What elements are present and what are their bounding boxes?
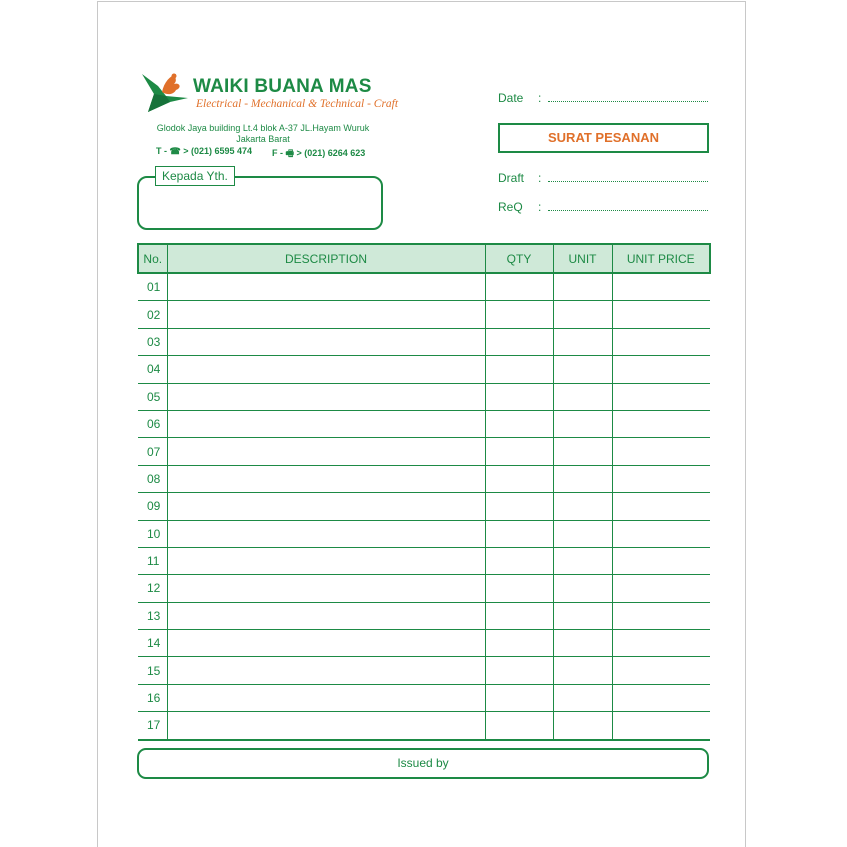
company-name: WAIKI BUANA MAS <box>193 76 372 97</box>
description-cell[interactable] <box>167 383 485 410</box>
table-row <box>138 547 710 574</box>
unit-price-cell[interactable] <box>612 547 710 574</box>
qty-cell[interactable] <box>485 356 553 383</box>
description-cell[interactable] <box>167 684 485 711</box>
qty-cell[interactable] <box>485 630 553 657</box>
row-number: 05 <box>138 383 167 410</box>
unit-price-cell[interactable] <box>612 410 710 437</box>
unit-cell[interactable] <box>553 657 612 684</box>
unit-cell[interactable] <box>553 630 612 657</box>
unit-price-cell[interactable] <box>612 493 710 520</box>
qty-cell[interactable] <box>485 602 553 629</box>
qty-cell[interactable] <box>485 438 553 465</box>
row-number: 08 <box>138 465 167 492</box>
row-number: 10 <box>138 520 167 547</box>
issued-by-box[interactable]: Issued by <box>137 748 709 779</box>
table-row <box>138 630 710 657</box>
row-number: 01 <box>138 273 167 301</box>
table-row <box>138 493 710 520</box>
description-cell[interactable] <box>167 602 485 629</box>
draft-colon: : <box>538 171 542 185</box>
unit-cell[interactable] <box>553 575 612 602</box>
req-label: ReQ <box>498 200 523 214</box>
qty-cell[interactable] <box>485 657 553 684</box>
header-no: No. <box>138 244 167 273</box>
table-row <box>138 410 710 437</box>
row-number: 04 <box>138 356 167 383</box>
unit-price-cell[interactable] <box>612 438 710 465</box>
qty-cell[interactable] <box>485 410 553 437</box>
unit-cell[interactable] <box>553 383 612 410</box>
req-field[interactable] <box>498 200 542 214</box>
unit-price-cell[interactable] <box>612 301 710 328</box>
date-dotted-line <box>548 101 708 102</box>
table-row <box>138 575 710 602</box>
row-number: 07 <box>138 438 167 465</box>
description-cell[interactable] <box>167 575 485 602</box>
description-cell[interactable] <box>167 410 485 437</box>
unit-cell[interactable] <box>553 465 612 492</box>
items-table <box>137 243 711 741</box>
row-number: 09 <box>138 493 167 520</box>
date-field[interactable] <box>498 91 542 105</box>
unit-price-cell[interactable] <box>612 684 710 711</box>
qty-cell[interactable] <box>485 520 553 547</box>
unit-cell[interactable] <box>553 356 612 383</box>
unit-price-cell[interactable] <box>612 602 710 629</box>
unit-price-cell[interactable] <box>612 520 710 547</box>
row-number: 11 <box>138 547 167 574</box>
draft-label: Draft <box>498 171 525 185</box>
description-cell[interactable] <box>167 273 485 301</box>
qty-cell[interactable] <box>485 684 553 711</box>
unit-price-cell[interactable] <box>612 465 710 492</box>
draft-field[interactable] <box>498 171 542 185</box>
table-header-row <box>138 244 710 273</box>
company-phone: T - ☎ > (021) 6595 474 <box>156 146 253 156</box>
table-row <box>138 602 710 629</box>
description-cell[interactable] <box>167 520 485 547</box>
description-cell[interactable] <box>167 328 485 355</box>
qty-cell[interactable] <box>485 493 553 520</box>
unit-cell[interactable] <box>553 547 612 574</box>
table-row <box>138 520 710 547</box>
unit-price-cell[interactable] <box>612 712 710 740</box>
row-number: 16 <box>138 684 167 711</box>
description-cell[interactable] <box>167 657 485 684</box>
header-description: DESCRIPTION <box>167 244 485 273</box>
unit-price-cell[interactable] <box>612 383 710 410</box>
table-row <box>138 684 710 711</box>
description-cell[interactable] <box>167 493 485 520</box>
unit-price-cell[interactable] <box>612 273 710 301</box>
unit-price-cell[interactable] <box>612 356 710 383</box>
row-number: 03 <box>138 328 167 355</box>
row-number: 02 <box>138 301 167 328</box>
header-unit-price: UNIT PRICE <box>612 244 710 273</box>
header-qty: QTY <box>485 244 553 273</box>
company-address-line1: Glodok Jaya building Lt.4 blok A-37 JL.Hayam Wuruk <box>156 123 370 133</box>
table-row <box>138 301 710 328</box>
company-fax: F - 🖷 > (021) 6264 623 <box>272 148 366 158</box>
table-row <box>138 328 710 355</box>
row-number: 14 <box>138 630 167 657</box>
qty-cell[interactable] <box>485 465 553 492</box>
description-cell[interactable] <box>167 301 485 328</box>
table-row <box>138 438 710 465</box>
unit-cell[interactable] <box>553 328 612 355</box>
table-row <box>138 383 710 410</box>
table-row <box>138 356 710 383</box>
unit-price-cell[interactable] <box>612 630 710 657</box>
table-row <box>138 657 710 684</box>
row-number: 12 <box>138 575 167 602</box>
description-cell[interactable] <box>167 465 485 492</box>
date-colon: : <box>538 91 542 105</box>
form-title: SURAT PESANAN <box>498 123 709 153</box>
qty-cell[interactable] <box>485 712 553 740</box>
unit-cell[interactable] <box>553 301 612 328</box>
description-cell[interactable] <box>167 547 485 574</box>
unit-price-cell[interactable] <box>612 575 710 602</box>
req-dotted-line <box>548 210 708 211</box>
recipient-label: Kepada Yth. <box>155 166 235 186</box>
unit-cell[interactable] <box>553 438 612 465</box>
description-cell[interactable] <box>167 712 485 740</box>
unit-cell[interactable] <box>553 273 612 301</box>
unit-cell[interactable] <box>553 410 612 437</box>
company-tagline: Electrical - Mechanical & Technical - Craft <box>196 98 399 110</box>
company-address-line2: Jakarta Barat <box>236 134 290 144</box>
unit-price-cell[interactable] <box>612 328 710 355</box>
unit-cell[interactable] <box>553 520 612 547</box>
qty-cell[interactable] <box>485 328 553 355</box>
date-label: Date <box>498 91 524 105</box>
row-number: 06 <box>138 410 167 437</box>
header-unit: UNIT <box>553 244 612 273</box>
qty-cell[interactable] <box>485 301 553 328</box>
description-cell[interactable] <box>167 356 485 383</box>
description-cell[interactable] <box>167 630 485 657</box>
description-cell[interactable] <box>167 438 485 465</box>
row-number: 13 <box>138 602 167 629</box>
unit-cell[interactable] <box>553 684 612 711</box>
unit-price-cell[interactable] <box>612 657 710 684</box>
qty-cell[interactable] <box>485 547 553 574</box>
draft-dotted-line <box>548 181 708 182</box>
req-colon: : <box>538 200 542 214</box>
qty-cell[interactable] <box>485 575 553 602</box>
table-row <box>138 465 710 492</box>
unit-cell[interactable] <box>553 493 612 520</box>
table-row <box>138 273 710 301</box>
table-row <box>138 712 710 740</box>
unit-cell[interactable] <box>553 602 612 629</box>
qty-cell[interactable] <box>485 383 553 410</box>
unit-cell[interactable] <box>553 712 612 740</box>
row-number: 15 <box>138 657 167 684</box>
qty-cell[interactable] <box>485 273 553 301</box>
row-number: 17 <box>138 712 167 740</box>
eagle-logo-icon <box>140 68 190 116</box>
